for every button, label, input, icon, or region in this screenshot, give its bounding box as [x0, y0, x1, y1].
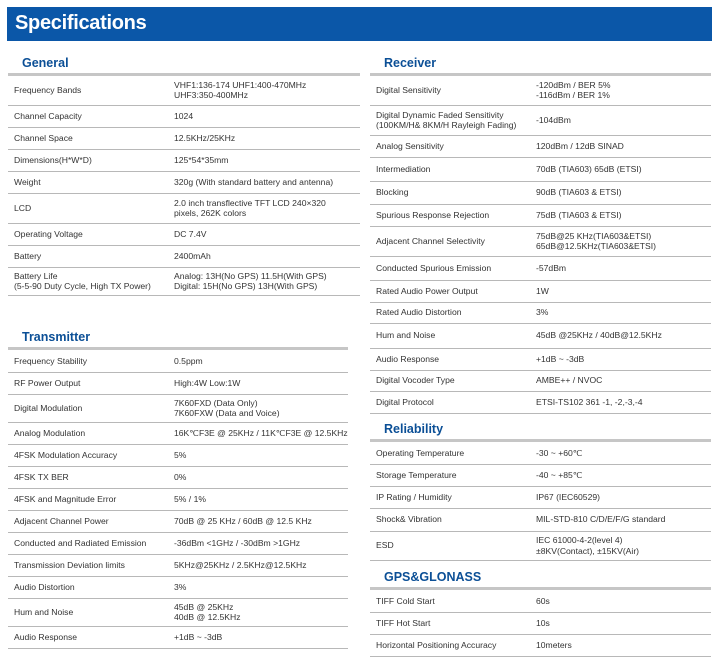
- transmitter-table: [8, 350, 348, 649]
- spec-label: Audio Response: [376, 353, 440, 364]
- transmitter-section: [8, 326, 348, 649]
- spec-value: 7K60FXD (Data Only) 7K60FXW (Data and Voice): [174, 397, 280, 418]
- reliability-heading: Reliability: [384, 422, 444, 436]
- spec-label: Conducted and Radiated Emission: [14, 537, 147, 548]
- spec-label: Adjacent Channel Selectivity: [376, 235, 485, 246]
- general-heading: General: [22, 56, 69, 70]
- spec-label: Analog Sensitivity: [376, 140, 444, 151]
- spec-row: [370, 204, 711, 226]
- spec-label: Hum and Noise: [14, 606, 74, 617]
- spec-value: 2.0 inch transflective TFT LCD 240×320 pixels, 262K colors: [174, 197, 326, 218]
- spec-value: 1W: [536, 285, 549, 296]
- spec-value: DC 7.4V: [174, 228, 207, 239]
- gps-heading-bar: [370, 566, 711, 590]
- spec-label: Digital Dynamic Faded Sensitivity (100KM/H& 8KM/H Rayleigh Fading): [376, 109, 517, 130]
- specifications-banner: [7, 7, 712, 41]
- spec-row: [370, 634, 711, 656]
- spec-row: [8, 245, 360, 267]
- spec-label: Frequency Bands: [14, 85, 82, 96]
- spec-value: 10meters: [536, 639, 572, 650]
- spec-row: [370, 226, 711, 256]
- spec-value: 75dB@25 KHz(TIA603&ETSI) 65dB@12.5KHz(TIA603&ETSI): [536, 230, 657, 251]
- spec-label: Operating Voltage: [14, 228, 83, 239]
- spec-value: 10s: [536, 617, 550, 628]
- spec-label: Rated Audio Power Output: [376, 285, 478, 296]
- spec-label: Operating Temperature: [376, 447, 465, 458]
- spec-label: Storage Temperature: [376, 469, 457, 480]
- spec-row: [8, 105, 360, 127]
- general-heading-bar: [8, 52, 360, 76]
- spec-value: 5%: [174, 449, 187, 460]
- spec-label: Channel Capacity: [14, 110, 82, 121]
- spec-row: [370, 442, 711, 464]
- general-section: [8, 52, 360, 296]
- spec-value: IP67 (IEC60529): [536, 491, 601, 502]
- spec-label: Battery Life (5-5-90 Duty Cycle, High TX Power): [14, 270, 151, 291]
- spec-row: [370, 181, 711, 204]
- transmitter-heading-bar: [8, 326, 348, 350]
- spec-row: [370, 590, 711, 612]
- spec-row: [8, 554, 348, 576]
- spec-value: 0.5ppm: [174, 355, 203, 366]
- spec-value: -57dBm: [536, 262, 567, 273]
- spec-value: 75dB (TIA603 & ETSI): [536, 209, 622, 220]
- spec-row: [8, 422, 348, 444]
- spec-row: [8, 350, 348, 372]
- spec-row: [370, 348, 711, 370]
- spec-label: Analog Modulation: [14, 427, 86, 438]
- spec-row: [8, 76, 360, 105]
- spec-value: MIL-STD-810 C/D/E/F/G standard: [536, 514, 666, 525]
- spec-row: [8, 532, 348, 554]
- spec-row: [370, 280, 711, 302]
- spec-value: -30 ~ +60℃: [536, 447, 583, 458]
- gps-heading: GPS&GLONASS: [384, 570, 482, 584]
- spec-label: Rated Audio Distortion: [376, 307, 462, 318]
- reliability-section: [370, 418, 711, 561]
- spec-row: [370, 464, 711, 486]
- spec-value: 1024: [174, 110, 194, 121]
- spec-row: [8, 598, 348, 626]
- spec-row: [370, 486, 711, 508]
- spec-value: 5% / 1%: [174, 493, 207, 504]
- spec-label: Shock& Vibration: [376, 514, 442, 525]
- spec-row: [8, 576, 348, 598]
- receiver-table: [370, 76, 711, 414]
- spec-label: Adjacent Channel Power: [14, 515, 109, 526]
- spec-label: 4FSK TX BER: [14, 471, 69, 482]
- spec-row: [370, 508, 711, 531]
- spec-row: [8, 444, 348, 466]
- spec-label: Audio Response: [14, 631, 78, 642]
- reliability-table: [370, 442, 711, 561]
- spec-value: 45dB @25KHz / 40dB@12.5KHz: [536, 330, 662, 341]
- spec-value: VHF1:136-174 UHF1:400-470MHz UHF3:350-400MHz: [174, 80, 307, 101]
- spec-value: IEC 61000-4-2(level 4) ±8KV(Contact), ±15KV(Air): [536, 535, 640, 556]
- spec-value: 5KHz@25KHz / 2.5KHz@12.5KHz: [174, 559, 307, 570]
- spec-row: [8, 394, 348, 422]
- spec-row: [370, 105, 711, 135]
- spec-row: [8, 171, 360, 193]
- reliability-heading-bar: [370, 418, 711, 442]
- spec-label: Transmission Deviation limits: [14, 559, 125, 570]
- spec-row: [370, 135, 711, 157]
- spec-row: [370, 157, 711, 181]
- spec-label: Audio Distortion: [14, 581, 75, 592]
- spec-value: 60s: [536, 595, 550, 606]
- spec-label: 4FSK Modulation Accuracy: [14, 449, 118, 460]
- spec-row: [8, 127, 360, 149]
- spec-label: LCD: [14, 202, 32, 213]
- spec-label: Horizontal Positioning Accuracy: [376, 639, 497, 650]
- spec-row: [370, 612, 711, 634]
- spec-value: -104dBm: [536, 114, 571, 125]
- spec-row: [8, 223, 360, 245]
- spec-label: TIFF Hot Start: [376, 617, 431, 628]
- spec-label: Dimensions(H*W*D): [14, 154, 92, 165]
- spec-row: [370, 323, 711, 348]
- spec-row: [8, 510, 348, 532]
- spec-label: 4FSK and Magnitude Error: [14, 493, 117, 504]
- spec-label: TIFF Cold Start: [376, 595, 435, 606]
- transmitter-heading: Transmitter: [22, 330, 91, 344]
- spec-row: [370, 302, 711, 323]
- spec-label: Digital Protocol: [376, 396, 434, 407]
- spec-value: 45dB @ 25KHz 40dB @ 12.5KHz: [174, 601, 241, 622]
- spec-value: 90dB (TIA603 & ETSI): [536, 187, 622, 198]
- spec-value: 3%: [174, 581, 187, 592]
- spec-value: Analog: 13H(No GPS) 11.5H(With GPS) Digital: 15H(No GPS) 13H(With GPS): [174, 270, 327, 291]
- spec-value: 70dB @ 25 KHz / 60dB @ 12.5 KHz: [174, 515, 312, 526]
- spec-row: [8, 149, 360, 171]
- spec-row: [370, 391, 711, 413]
- spec-row: [8, 193, 360, 223]
- spec-value: +1dB ~ -3dB: [174, 631, 223, 642]
- spec-label: Digital Modulation: [14, 402, 83, 413]
- spec-row: [8, 488, 348, 510]
- spec-label: Weight: [14, 176, 41, 187]
- spec-value: 12.5KHz/25KHz: [174, 132, 236, 143]
- spec-value: 70dB (TIA603) 65dB (ETSI): [536, 163, 642, 174]
- spec-value: 320g (With standard battery and antenna): [174, 176, 334, 187]
- spec-value: High:4W Low:1W: [174, 377, 241, 388]
- spec-label: RF Power Output: [14, 377, 81, 388]
- spec-label: ESD: [376, 540, 394, 551]
- spec-label: Conducted Spurious Emission: [376, 262, 492, 273]
- page-title: Specifications: [15, 12, 147, 34]
- spec-value: 0%: [174, 471, 187, 482]
- receiver-heading: Receiver: [384, 56, 437, 70]
- spec-value: 2400mAh: [174, 250, 211, 261]
- receiver-section: [370, 52, 711, 414]
- spec-row: [370, 256, 711, 280]
- general-table: [8, 76, 360, 296]
- gps-section: [370, 566, 711, 657]
- spec-value: 3%: [536, 307, 549, 318]
- spec-value: 16K℃F3E @ 25KHz / 11K℃F3E @ 12.5KHz: [174, 427, 348, 438]
- spec-value: -120dBm / BER 5% -116dBm / BER 1%: [536, 80, 611, 101]
- spec-row: [8, 466, 348, 488]
- spec-label: Digital Sensitivity: [376, 85, 441, 96]
- spec-label: Intermediation: [376, 163, 431, 174]
- spec-value: -40 ~ +85℃: [536, 469, 583, 480]
- spec-value: 120dBm / 12dB SINAD: [536, 140, 624, 151]
- spec-label: Battery: [14, 250, 42, 261]
- spec-label: Hum and Noise: [376, 330, 436, 341]
- gps-table: [370, 590, 711, 657]
- spec-row: [370, 76, 711, 105]
- spec-value: +1dB ~ -3dB: [536, 353, 585, 364]
- spec-value: 125*54*35mm: [174, 154, 229, 165]
- spec-value: -36dBm <1GHz / -30dBm >1GHz: [174, 537, 301, 548]
- spec-label: Blocking: [376, 187, 409, 198]
- spec-label: Spurious Response Rejection: [376, 209, 490, 220]
- spec-label: Channel Space: [14, 132, 73, 143]
- spec-label: Digital Vocoder Type: [376, 375, 455, 386]
- spec-row: [370, 370, 711, 391]
- spec-value: ETSI-TS102 361 -1, -2,-3,-4: [536, 396, 643, 407]
- spec-label: IP Rating / Humidity: [376, 491, 452, 502]
- receiver-heading-bar: [370, 52, 711, 76]
- spec-label: Frequency Stability: [14, 355, 88, 366]
- spec-value: AMBE++ / NVOC: [536, 375, 603, 386]
- spec-row: [8, 267, 360, 295]
- spec-row: [370, 531, 711, 560]
- spec-row: [8, 626, 348, 648]
- spec-row: [8, 372, 348, 394]
